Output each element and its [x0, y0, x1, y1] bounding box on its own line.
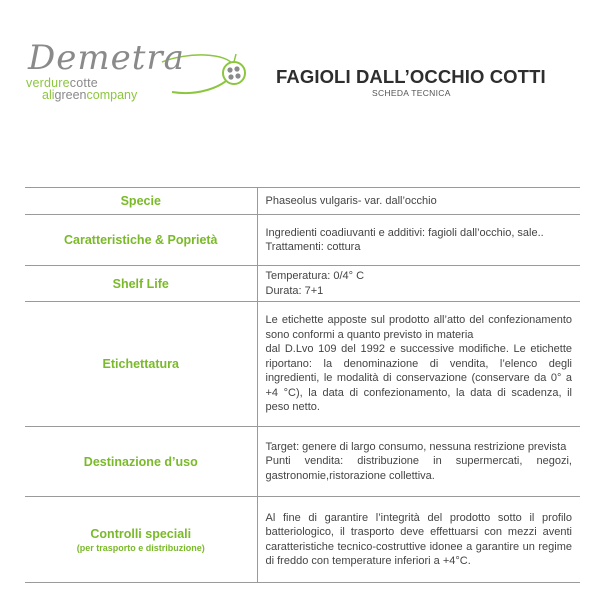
row-value: Temperatura: 0/4° C Durata: 7+1: [257, 266, 580, 302]
page-subtitle: SCHEDA TECNICA: [372, 88, 451, 98]
spec-table: [25, 187, 580, 583]
row-value: Ingredienti coadiuvanti e additivi: fagioli dall’occhio, sale.. Trattamenti: cottura: [257, 215, 580, 266]
row-label: Etichettatura: [25, 302, 257, 427]
logo-tagline-2: aligreencompany: [42, 88, 138, 102]
logo-wordmark: Demetra: [28, 38, 185, 78]
table-row: [25, 215, 580, 266]
row-label: Specie: [25, 188, 257, 215]
table-row: [25, 427, 580, 497]
table-row: [25, 188, 580, 215]
page-title: FAGIOLI DALL’OCCHIO COTTI: [276, 66, 546, 87]
table-row: [25, 266, 580, 302]
table-row: [25, 302, 580, 427]
row-label-main: Controlli speciali: [90, 526, 192, 541]
row-label: Shelf Life: [25, 266, 257, 302]
brand-logo: [22, 40, 252, 102]
row-label: Destinazione d’uso: [25, 427, 257, 497]
row-value: Le etichette apposte sul prodotto all’atto del confezionamento sono conformi a quanto previsto in materia dal D.Lvo 109 del 1992 e successive modifiche. Le etichette riportano: la denominazione di vendita, l’elenco degli ingredienti, le modalità di conservazione (conservare da 0° a +4 °C), la data di confezionamento, la data di scadenza, il peso netto.: [257, 302, 580, 427]
row-label: Caratteristiche & Poprietà: [25, 215, 257, 266]
logo-tagline-1: verdurecotte: [26, 76, 98, 90]
row-label: [25, 497, 257, 583]
row-value: Target: genere di largo consumo, nessuna restrizione prevista Punti vendita: distribuzione in supermercati, negozi, gastronomie,ristorazione collettiva.: [257, 427, 580, 497]
row-label-sub: (per trasporto e distribuzione): [76, 542, 205, 553]
row-value: Al fine di garantire l’integrità del prodotto sotto il profilo batteriologico, il trasporto deve effettuarsi con mezzi aventi caratteristiche tecnico-costruttive idonee a garantire un regime di freddo con temperature inferiori a +4°C.: [257, 497, 580, 583]
row-value: Phaseolus vulgaris- var. dall’occhio: [257, 188, 580, 215]
table-row: [25, 497, 580, 583]
